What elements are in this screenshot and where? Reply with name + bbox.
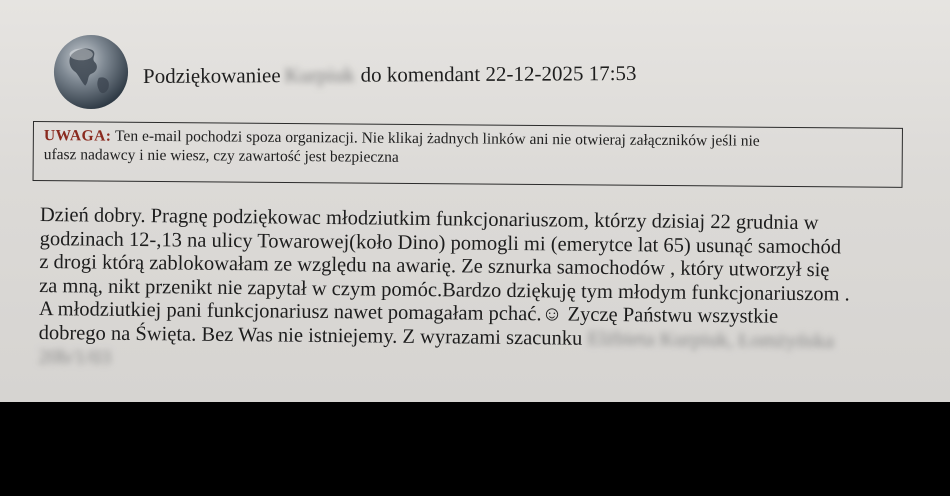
warning-text-line1: Ten e-mail pochodzi spoza organizacji. Nie klikaj żadnych linków ani nie otwieraj załączników jeśli nie <box>115 127 760 150</box>
subject-suffix: do komendant 22-12-2025 17:53 <box>360 60 637 87</box>
body-line: A młodziutkiej pani funkcjonariusz nawet pomagałam pchać.☺ Zyczę Państwu wszystkie <box>38 298 779 329</box>
warning-label: UWAGA: <box>43 127 112 145</box>
globe-icon <box>52 33 130 111</box>
redacted-signature: Elżbieta Kurpiuk, Łomżyńska <box>587 327 835 353</box>
email-subject-line <box>143 61 637 89</box>
subject-prefix: Podziękowaniee <box>142 63 281 88</box>
body-line: Dzień dobry. Pragnę podziękowac młodziutkim funkcjonariuszom, którzy dzisiaj 22 grudnia w <box>39 204 819 235</box>
email-body <box>38 204 940 379</box>
body-line: z drogi którą zablokowałam ze względu na awarię. Ze sznurka samochodów , który utworzył się <box>39 251 830 282</box>
external-email-warning <box>33 121 903 188</box>
redacted-signature-address: 20b/1/03 <box>38 345 112 369</box>
body-line: dobrego na Święta. Bez Was nie istniejemy. Z wyrazami szacunku <box>38 321 583 350</box>
redacted-name: Kurpiuk <box>284 62 355 88</box>
body-line: godzinach 12-,13 na ulicy Towarowej(koło Dino) pomogli mi (emerytce lat 65) usunąć samochód <box>39 227 842 258</box>
warning-text-line2: ufasz nadawcy i nie wiesz, czy zawartość jest bezpieczna <box>43 146 399 166</box>
body-line: za mną, nikt przenikt nie zapytał w czym pomóc.Bardzo dziękuję tym młodym funkcjonariuszom . <box>39 274 850 306</box>
